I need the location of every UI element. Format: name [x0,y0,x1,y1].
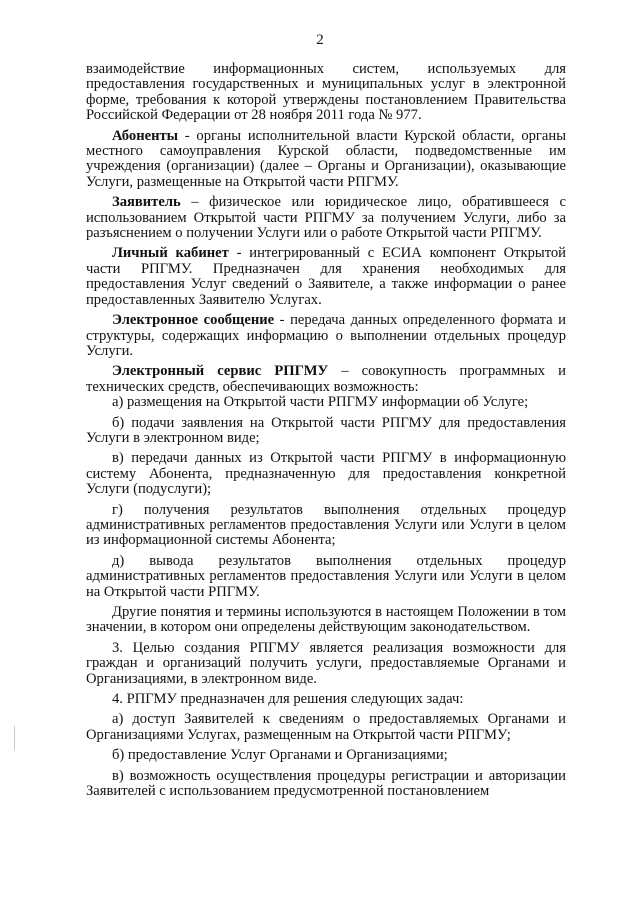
term-electronic-service: Электронный сервис РПГМУ [112,363,329,380]
term-abonents: Абоненты [112,127,179,144]
definition-abonents: Абоненты - органы исполнительной власти Курской области, органы местного самоуправления Курской области, подведомственные им учреждения (организации) (далее – Органы и Организации), оказывающие Услуги, размещенные на Открытой части РПГМУ. [86,127,566,190]
task-item-a: а) доступ Заявителей к сведениям о предоставляемых Органами и Организациями Услугах, размещенным на Открытой части РПГМУ; [86,711,566,743]
paragraph-section-3: 3. Целью создания РПГМУ является реализация возможности для граждан и организаций получить услуги, предоставляемые Органами и Организациями, в электронном виде. [86,639,566,687]
task-item-v: в) возможность осуществления процедуры регистрации и авторизации Заявителей с использованием предусмотренной постановлением [86,767,566,800]
paragraph-section-4: 4. РПГМУ предназначен для решения следующих задач: [112,691,464,708]
page-number: 2 [316,32,324,48]
definition-applicant: Заявитель – физическое или юридическое лицо, обратившееся с использованием Открытой части РПГМУ за получением Услуги, либо за разъяснением о получении Услуги или о работе Открытой части РПГМУ. [86,194,566,242]
term-applicant: Заявитель [112,194,181,211]
list-item-b: б) подачи заявления на Открытой части РПГМУ для предоставления Услуги в электронном виде; [86,414,566,446]
definition-personal-cabinet: Личный кабинет - интегрированный с ЕСИА компонент Открытой части РПГМУ. Предназначен для хранения необходимых для предоставления Услуг сведений о Заявителе, а также информации о ранее предоставленных Заявителю Услугах. [86,245,566,308]
definition-electronic-message: Электронное сообщение - передача данных определенного формата и структуры, содержащих информацию о выполнении отдельных процедур Услуги. [86,312,566,359]
list-item-d: д) вывода результатов выполнения отдельных процедур административных регламентов предоставления Услуги или Услуги в целом на Открытой части РПГМУ. [86,552,566,600]
scan-artifact [14,726,15,750]
paragraph-intro: взаимодействие информационных систем, используемых для предоставления государственных и муниципальных услуг в электронной форме, требования к которой утверждены постановлением Правительства Российской Федерации от 28 ноября 2011 года № 977. [86,61,566,124]
term-electronic-message: Электронное сообщение [112,312,275,329]
task-item-b: б) предоставление Услуг Органами и Организациями; [112,747,448,764]
definition-electronic-service: Электронный сервис РПГМУ – совокупность программных и технических средств, обеспечивающих возможность: [86,363,566,395]
term-personal-cabinet: Личный кабинет [112,245,229,262]
paragraph-other-terms: Другие понятия и термины используются в настоящем Положении в том значении, в котором они определены действующим законодательством. [86,604,566,636]
list-item-v: в) передачи данных из Открытой части РПГМУ в информационную систему Абонента, предназначенную для предоставления конкретной Услуги (подуслуги); [86,450,566,498]
list-item-a: а) размещения на Открытой части РПГМУ информации об Услуге; [112,394,529,411]
document-body [86,62,566,799]
list-item-g: г) получения результатов выполнения отдельных процедур административных регламентов предоставления Услуги или Услуги в целом из информационной системы Абонента; [86,501,566,549]
